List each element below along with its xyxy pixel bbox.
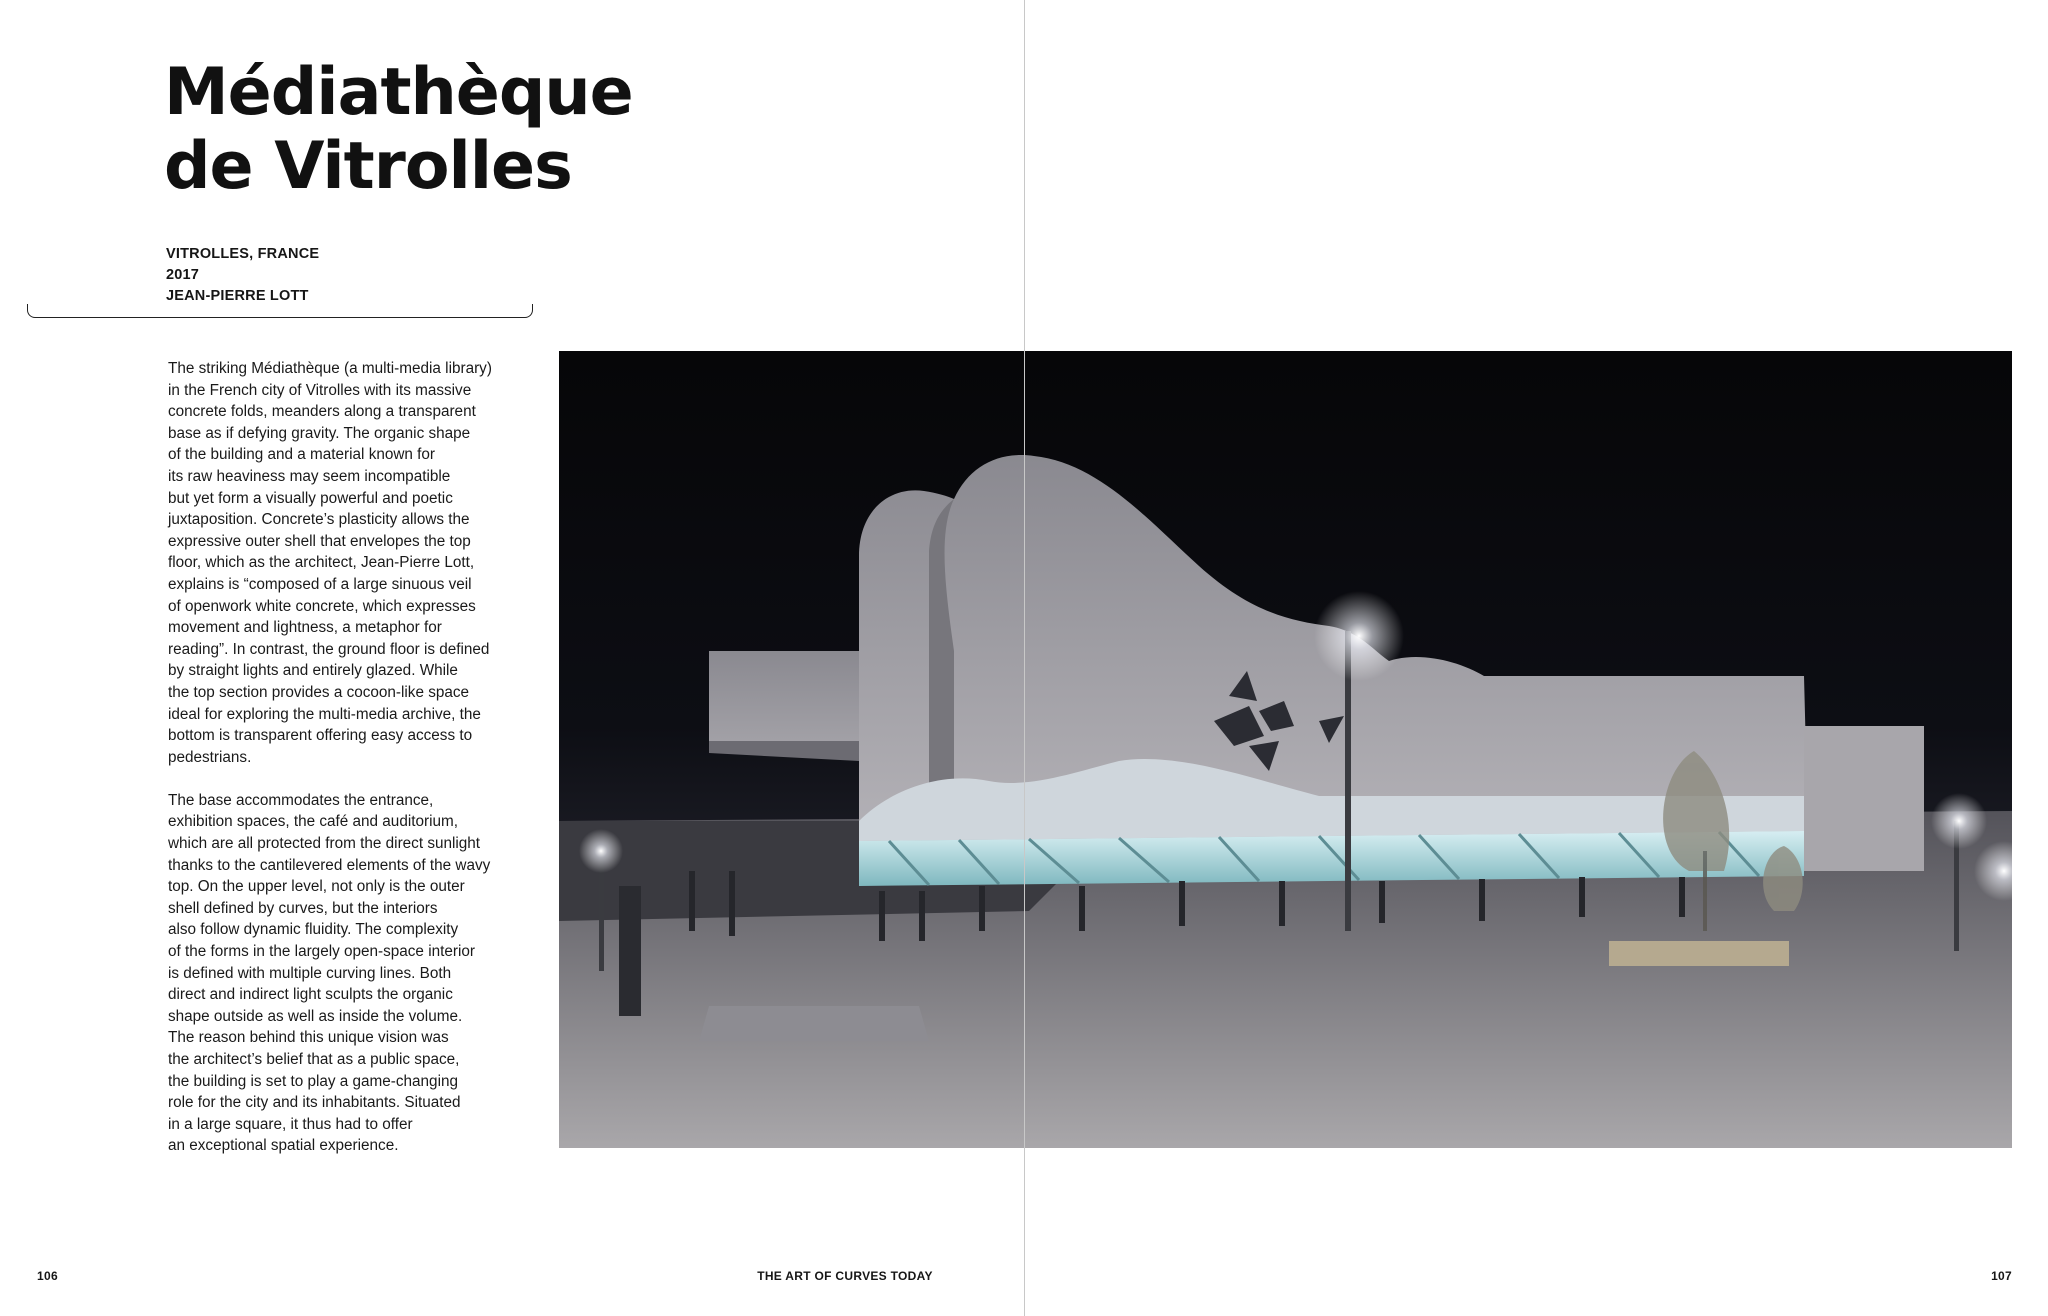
text-line: floor, which as the architect, Jean-Pierre Lott, <box>168 554 475 572</box>
text-line: in the French city of Vitrolles with its massive <box>168 381 472 399</box>
text-line: the building is set to play a game-changing <box>168 1072 458 1090</box>
text-line: by straight lights and entirely glazed. While <box>168 662 458 680</box>
meta-architect: JEAN-PIERRE LOTT <box>166 288 309 304</box>
text-line: the top section provides a cocoon-like space <box>168 683 470 701</box>
text-line: which are all protected from the direct sunlight <box>168 835 481 853</box>
text-line: explains is “composed of a large sinuous veil <box>168 575 472 593</box>
text-line: shell defined by curves, but the interiors <box>168 899 438 917</box>
text-line: the architect’s belief that as a public space, <box>168 1051 460 1068</box>
text-line: shape outside as well as inside the volume. <box>168 1007 463 1025</box>
text-line: but yet form a visually powerful and poetic <box>168 489 453 507</box>
title-line-2: de Vitrolles <box>164 129 572 205</box>
page-number-left: 106 <box>37 1269 58 1283</box>
text-line: direct and indirect light sculpts the organic <box>168 986 453 1004</box>
text-line: role for the city and its inhabitants. Situated <box>168 1094 461 1112</box>
text-line: movement and lightness, a metaphor for <box>168 619 442 637</box>
text-line: The base accommodates the entrance, <box>168 791 434 809</box>
text-line: also follow dynamic fluidity. The complexity <box>168 921 459 939</box>
section-divider-rule <box>27 304 533 318</box>
text-line: juxtaposition. Concrete’s plasticity allows the <box>168 511 470 529</box>
text-line: The striking Médiathèque (a multi-media library) <box>168 360 492 377</box>
text-line: of openwork white concrete, which expresses <box>168 597 476 615</box>
body-text <box>168 358 528 1179</box>
building-photo <box>559 351 2012 1148</box>
text-line: its raw heaviness may seem incompatible <box>168 467 451 485</box>
text-line: of the building and a material known for <box>168 446 436 464</box>
text-line: The reason behind this unique vision was <box>168 1029 449 1047</box>
text-line: reading”. In contrast, the ground floor is defined <box>168 640 490 658</box>
meta-year: 2017 <box>166 267 200 283</box>
text-line: concrete folds, meanders along a transparent <box>168 403 476 421</box>
text-line: exhibition spaces, the café and auditorium, <box>168 813 458 831</box>
text-line: of the forms in the largely open-space interior <box>168 943 475 961</box>
text-line: is defined with multiple curving lines. Both <box>168 964 452 982</box>
signpost <box>619 886 641 1016</box>
text-line: thanks to the cantilevered elements of the wavy <box>168 856 491 874</box>
text-line: in a large square, it thus had to offer <box>168 1115 413 1133</box>
text-line: top. On the upper level, not only is the outer <box>168 878 465 896</box>
text-line: ideal for exploring the multi-media archive, the <box>168 705 481 723</box>
text-line: an exceptional spatial experience. <box>168 1137 399 1155</box>
body-paragraph-1 <box>168 358 528 768</box>
body-paragraph-2 <box>168 790 528 1157</box>
text-line: expressive outer shell that envelopes the top <box>168 532 471 550</box>
crosswalk <box>699 1006 929 1041</box>
running-title: THE ART OF CURVES TODAY <box>757 1269 933 1283</box>
text-line: bottom is transparent offering easy access to <box>168 727 473 745</box>
page-title <box>164 56 633 204</box>
meta-location: VITROLLES, FRANCE <box>166 246 320 262</box>
project-meta <box>166 244 319 307</box>
title-line-1: Médiathèque <box>164 55 633 130</box>
planter <box>1609 941 1789 966</box>
text-line: pedestrians. <box>168 748 252 766</box>
right-annex-block <box>1804 726 1924 871</box>
page-gutter <box>1024 0 1025 1316</box>
text-line: base as if defying gravity. The organic shape <box>168 424 471 442</box>
mediatheque-night-illustration <box>559 351 2012 1148</box>
page-number-right: 107 <box>1991 1269 2012 1283</box>
